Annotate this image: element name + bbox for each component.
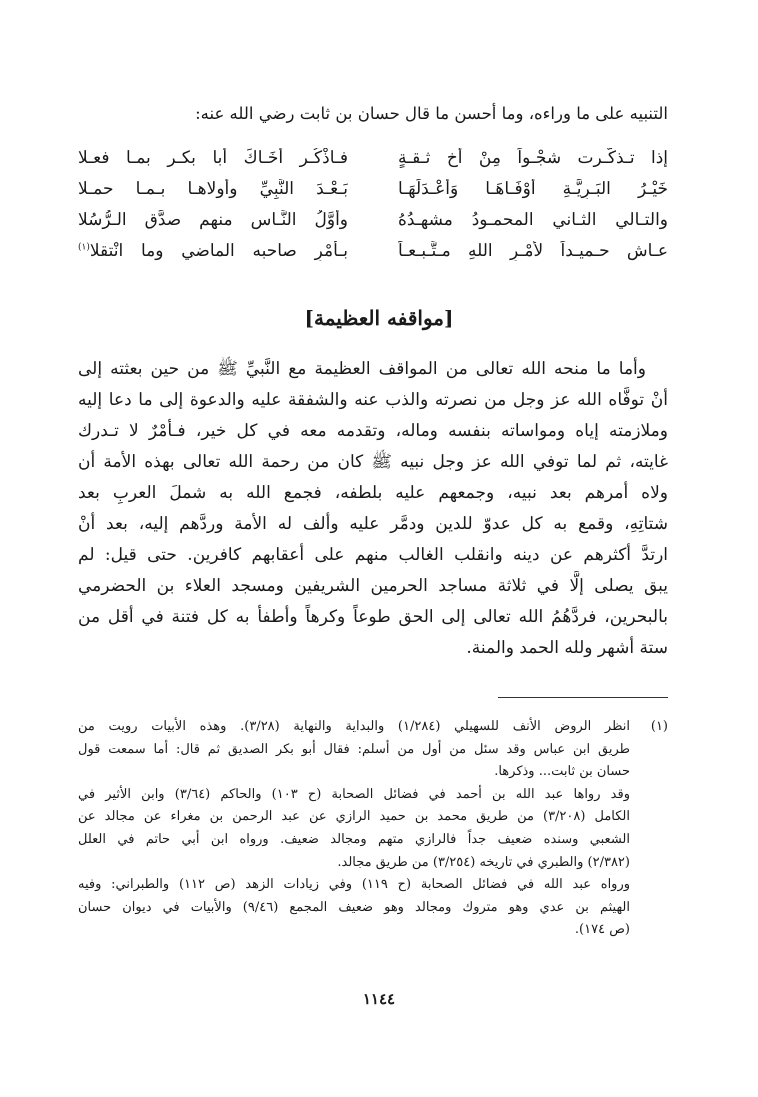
footnote-number: (١) bbox=[650, 719, 668, 734]
footnote-line: ورواه عبد الله في فضائل الصحابة (ح ١١٩) وفي زيادات الزهد (ص ١١٢) والطبراني: وفيه bbox=[78, 877, 630, 893]
footnote-line: الشعبي وسنده ضعيف جداً فالرازي متهم ومجالد ضعيف. ورواه ابن أبي حاتم في العلل bbox=[78, 831, 630, 847]
body-line: ستة أشهر ولله الحمد والمنة. bbox=[466, 638, 668, 658]
poem-intro: التنبيه على ما وراءه، وما أحسن ما قال حسان بن ثابت رضي الله عنه: bbox=[195, 104, 668, 123]
footnotes bbox=[78, 716, 668, 942]
footnote-line: (٢/٣٨٢) والطبري في تاريخه (٣/٢٥٤) من طريق مجالد. bbox=[337, 854, 630, 870]
verse-first-hemistich: خَيْـرُ البَـرِيَّـةِ أوْفَـاهَـا وَأعْـدَلَهَـا bbox=[398, 178, 668, 199]
body-line: وملازمته إياه ومواساته بنفسه وماله، وتقدمه معه في كل خير، فـأمْرٌ لا تـدرك bbox=[78, 421, 668, 441]
poem-verse bbox=[78, 173, 668, 204]
body-line: شتاتِهِ، وقمع به كل عدوّ للدين ودمَّر عليه وألف له الأمة وردَّهم إليه، بعد أنْ bbox=[78, 514, 668, 534]
poem-verse bbox=[78, 204, 668, 235]
body-line: بالبحرين، فردَّهُمُ الله تعالى إلى الحق طوعاً وكرهاً وأطفأ به كل فتنة في أقل من bbox=[78, 607, 668, 627]
verse-second-hemistich: وأوَّلُ النَّـاسِ منهم صدَّق الـرُّسُلا bbox=[78, 209, 348, 230]
body-paragraph bbox=[78, 354, 668, 664]
verse-second-hemistich bbox=[78, 241, 348, 261]
footnote-line: انظر الروض الأنف للسهيلي (١/٢٨٤) والبداية والنهاية (٣/٢٨). وهذه الأبيات رويت من bbox=[78, 719, 630, 734]
verse-first-hemistich: إذا تـذكَّـرت شجْـواً مِنْ أخٍ ثـقـةٍ bbox=[398, 147, 668, 168]
verse-first-hemistich: والتـالي الثـاني المحمـودُ مشهـدُهُ bbox=[398, 209, 668, 230]
section-heading: [مواقفه العظيمة] bbox=[304, 306, 454, 330]
verse-second-hemistich: فـاذْكُـر أخَـاكَ أبا بكـر بمـا فعـلا bbox=[78, 147, 348, 168]
verse-first-hemistich: عـاش حـميـداً لأمْـرِ اللهِ مـتَّـبـعـاً bbox=[398, 240, 668, 261]
poem-verse bbox=[78, 235, 668, 266]
verse-text: بـأمْرِ صاحبه الماضي وما انْتقلا bbox=[89, 240, 348, 261]
footnote-line: وقد رواها عبد الله بن أحمد في فضائل الصحابة (ح ١٠٣) والحاكم (٣/٦٤) وابن الأثير في bbox=[78, 786, 630, 802]
footnote bbox=[78, 716, 668, 942]
body-line: ارتدَّ أكثرهم عن دينه وانقلب الغالب منهم على أعقابهم كافرين. حتى قيل: لم bbox=[78, 545, 668, 565]
footnote-text bbox=[78, 716, 630, 942]
verse-second-hemistich: بَـعْـدَ النَّبِيِّ وأولاهـا بـمـا حمـلا bbox=[78, 178, 348, 199]
footnote-line: الكامل (٣/٢٠٨) من طريق محمد بن حميد الرازي عن عبد الرحمن بن مغراء عن مجالد عن bbox=[78, 809, 630, 825]
footnote-marker: (١) bbox=[78, 241, 90, 252]
body-line: وأما ما منحه الله تعالى من المواقف العظيمة مع النَّبيِّ ﷺ من حين بعثته إلى bbox=[78, 359, 646, 379]
body-line: ولاه أمرهم بعد نبيه، وجمعهم عليه بلطفه، فجمع الله به شملَ العربِ بعد bbox=[78, 483, 668, 503]
body-line: غايته، ثم لما توفي الله عز وجل نبيه ﷺ كان من رحمة الله تعالى بهذه الأمة أن bbox=[78, 452, 668, 472]
body-line: يبق يصلى إلَّا في ثلاثة مساجد الحرمين الشريفين ومسجد العلاء بن الحضرمي bbox=[78, 576, 668, 596]
footnote-divider bbox=[498, 697, 668, 698]
poem bbox=[78, 142, 668, 266]
footnote-line: طريق ابن عباس وقد سئل من أول من أسلم: فقال أبو بكر الصديق ثم قال: أما سمعت قول bbox=[78, 741, 630, 757]
poem-verse bbox=[78, 142, 668, 173]
footnote-line: حسان بن ثابت... وذكرها. bbox=[494, 764, 630, 780]
page-number: ١١٤٤ bbox=[362, 990, 396, 1008]
footnote-line: الهيثم بن عدي وهو متروك ومجالد وهو ضعيف المجمع (٩/٤٦) والأبيات في ديوان حسان bbox=[78, 899, 630, 915]
footnote-line: (ص ١٧٤). bbox=[574, 922, 630, 938]
body-line: أنْ توفَّاه الله عز وجل من نصرته والذب عنه والشفقة عليه والدعوة إلى ما دعا إليه bbox=[78, 390, 668, 410]
